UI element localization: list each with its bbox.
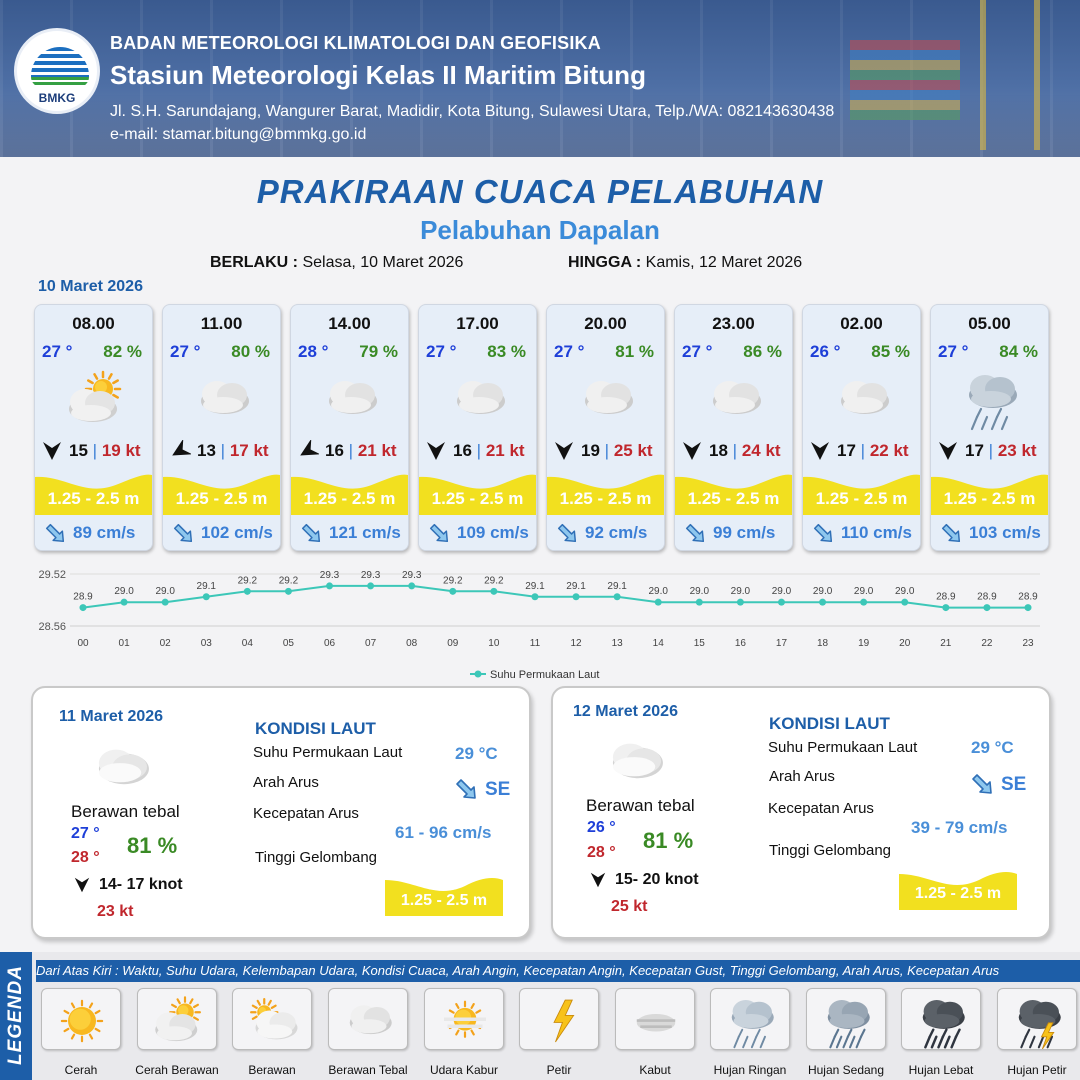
forecast-time: 20.00 xyxy=(584,314,627,333)
sst-data-point xyxy=(819,599,826,606)
day3-current-dir: SE xyxy=(1001,774,1027,795)
wave-height: 1.25 - 2.5 m xyxy=(47,489,140,508)
current-row xyxy=(291,517,408,551)
current-arrow-icon xyxy=(683,521,707,545)
x-tick-label: 17 xyxy=(775,638,788,649)
legend-item xyxy=(710,988,790,1077)
x-tick-label: 20 xyxy=(899,638,911,649)
current-arrow-icon xyxy=(427,521,451,545)
sst-data-label: 29.0 xyxy=(812,586,833,598)
wind-speed: 19 xyxy=(581,441,600,460)
day1-date: 10 Maret 2026 xyxy=(38,278,143,295)
wind-speed: 18 xyxy=(709,441,728,460)
forecast-humidity: 84 % xyxy=(999,342,1038,361)
legend xyxy=(0,952,1080,1080)
x-tick-label: 19 xyxy=(858,638,870,649)
current-row xyxy=(803,517,920,551)
sst-data-point xyxy=(367,582,374,589)
berawan-tebal-icon xyxy=(319,367,383,431)
legend-icon-box xyxy=(710,988,790,1050)
x-tick-label: 08 xyxy=(406,638,418,649)
x-tick-label: 03 xyxy=(200,638,212,649)
gust-speed: 22 kt xyxy=(869,441,909,460)
wind-arrow-icon xyxy=(809,440,831,462)
legend-icon-box xyxy=(806,988,886,1050)
sst-data-label: 28.9 xyxy=(977,591,997,603)
sst-data-label: 28.9 xyxy=(73,591,93,603)
forecast-time: 17.00 xyxy=(456,314,499,333)
cerah-berawan-icon xyxy=(148,993,208,1049)
berawan-tebal-icon xyxy=(605,734,667,784)
forecast-humidity: 86 % xyxy=(743,342,782,361)
forecast-card xyxy=(930,304,1049,551)
sst-data-point xyxy=(696,599,703,606)
x-tick-label: 12 xyxy=(570,638,582,649)
x-tick-label: 01 xyxy=(118,638,130,649)
current-speed: 102 cm/s xyxy=(201,523,273,542)
station-email: e-mail: stamar.bitung@bmmkg.go.id xyxy=(110,126,367,143)
legend-item-label: Cerah Berawan xyxy=(135,1063,219,1077)
x-tick-label: 07 xyxy=(365,638,377,649)
day3-current-speed-label: Kecepatan Arus xyxy=(768,800,874,817)
day2-gust: 23 kt xyxy=(97,903,134,920)
current-arrow-icon xyxy=(969,771,995,797)
current-speed: 92 cm/s xyxy=(585,523,648,542)
wind-speed: 17 xyxy=(837,441,856,460)
forecast-wind: 16 | 21 kt xyxy=(297,441,407,463)
berawan-tebal-icon xyxy=(575,367,639,431)
legend-icon-box xyxy=(997,988,1077,1050)
sst-series-line xyxy=(83,586,1028,608)
gust-speed: 17 kt xyxy=(229,441,269,460)
wave-height: 1.25 - 2.5 m xyxy=(687,489,780,508)
day3-gust: 25 kt xyxy=(611,898,648,915)
current-arrow-icon xyxy=(43,521,67,545)
legend-item xyxy=(232,988,312,1077)
day2-panel xyxy=(31,686,531,939)
legend-item xyxy=(615,988,695,1077)
legend-icon-box xyxy=(901,988,981,1050)
forecast-card xyxy=(546,304,665,551)
forecast-time: 05.00 xyxy=(968,314,1011,333)
legend-marker xyxy=(475,671,482,678)
day2-sst-label: Suhu Permukaan Laut xyxy=(253,744,403,761)
current-arrow-icon xyxy=(811,521,835,545)
legend-item xyxy=(41,988,121,1077)
forecast-humidity: 79 % xyxy=(359,342,398,361)
valid-from-label: BERLAKU : xyxy=(210,254,298,271)
forecast-card xyxy=(802,304,921,551)
forecast-time: 14.00 xyxy=(328,314,371,333)
port-crane-decoration xyxy=(980,0,1040,150)
sst-data-point xyxy=(778,599,785,606)
legend-item xyxy=(997,988,1077,1077)
forecast-temperature: 27 ° xyxy=(42,342,73,361)
wind-arrow-icon xyxy=(937,440,959,462)
chart-legend-label: Suhu Permukaan Laut xyxy=(490,669,600,681)
legend-icon-box xyxy=(328,988,408,1050)
x-tick-label: 22 xyxy=(981,638,993,649)
sst-chart-svg xyxy=(0,560,1080,685)
page-title: PRAKIRAAN CUACA PELABUHAN xyxy=(256,173,824,210)
agency-name: BADAN METEOROLOGI KLIMATOLOGI DAN GEOFISIKA xyxy=(110,33,601,53)
day2-temp-min: 27 ° xyxy=(71,825,100,842)
day3-humidity: 81 % xyxy=(643,828,694,853)
forecast-humidity: 82 % xyxy=(103,342,142,361)
day3-date: 12 Maret 2026 xyxy=(573,703,678,720)
legend-vertical-label xyxy=(0,952,32,1080)
valid-to xyxy=(568,254,802,272)
day3-kondisi-heading: KONDISI LAUT xyxy=(769,714,890,733)
legend-item-label: Cerah xyxy=(64,1063,98,1077)
udara-kabur-icon xyxy=(435,993,495,1049)
wave-height: 1.25 - 2.5 m xyxy=(175,489,268,508)
day2-humidity: 81 % xyxy=(127,833,178,858)
sst-data-label: 29.0 xyxy=(155,586,175,598)
kabut-icon xyxy=(626,993,686,1049)
wind-arrow-icon xyxy=(73,876,91,894)
day3-wave: 1.25 - 2.5 m xyxy=(914,885,1002,902)
valid-to-label: HINGGA : xyxy=(568,254,642,271)
forecast-temperature: 27 ° xyxy=(682,342,713,361)
legend-item-label: Hujan Petir xyxy=(1007,1063,1067,1077)
legend-item-label: Kabut xyxy=(639,1063,671,1077)
cerah-berawan-icon xyxy=(63,367,127,431)
sst-data-label: 28.9 xyxy=(936,591,956,603)
berawan-tebal-icon xyxy=(191,367,255,431)
current-arrow-icon xyxy=(453,776,479,802)
valid-from xyxy=(210,254,463,272)
sst-data-label: 28.9 xyxy=(1018,591,1038,603)
current-speed: 89 cm/s xyxy=(73,523,136,542)
legend-item xyxy=(901,988,981,1077)
sst-data-label: 29.0 xyxy=(648,586,668,598)
station-name: Stasiun Meteorologi Kelas II Maritim Bitung xyxy=(110,60,646,90)
forecast-humidity: 81 % xyxy=(615,342,654,361)
current-row xyxy=(931,517,1048,551)
station-address: Jl. S.H. Sarundajang, Wangurer Barat, Madidir, Kota Bitung, Sulawesi Utara, Telp./WA: 082143630438 xyxy=(110,103,835,120)
cerah-icon xyxy=(52,993,112,1049)
header-banner xyxy=(0,0,1080,157)
sst-data-point xyxy=(121,599,128,606)
sst-data-point xyxy=(490,588,497,595)
wind-arrow-icon xyxy=(553,440,575,462)
legend-item-label: Hujan Sedang xyxy=(807,1063,885,1077)
day2-condition: Berawan tebal xyxy=(71,802,180,821)
berawan-tebal-icon xyxy=(91,740,153,790)
wave-height: 1.25 - 2.5 m xyxy=(559,489,652,508)
petir-icon xyxy=(530,993,590,1049)
forecast-card xyxy=(290,304,409,551)
wind-arrow-icon xyxy=(41,440,63,462)
forecast-card xyxy=(34,304,153,551)
x-tick-label: 18 xyxy=(817,638,829,649)
berawan-tebal-icon xyxy=(447,367,511,431)
berawan-tebal-icon xyxy=(831,367,895,431)
sst-data-label: 29.0 xyxy=(689,586,710,598)
hujan-ringan-icon xyxy=(959,367,1023,431)
sst-data-point xyxy=(942,604,949,611)
sst-data-label: 29.3 xyxy=(319,569,340,581)
sst-data-label: 29.3 xyxy=(401,569,422,581)
day2-current-dir-label: Arah Arus xyxy=(253,774,319,791)
sst-data-point xyxy=(1025,604,1032,611)
day2-wind: 14- 17 knot xyxy=(99,876,183,893)
legend-icon-box xyxy=(424,988,504,1050)
sst-data-point xyxy=(408,582,415,589)
legend-item-label: Hujan Lebat xyxy=(908,1063,974,1077)
wave-height: 1.25 - 2.5 m xyxy=(943,489,1036,508)
gust-speed: 19 kt xyxy=(101,441,141,460)
sst-data-point xyxy=(285,588,292,595)
forecast-time: 08.00 xyxy=(72,314,115,333)
port-name: Pelabuhan Dapalan xyxy=(420,215,660,245)
sst-data-label: 29.0 xyxy=(771,586,792,598)
legend-item-label: Petir xyxy=(546,1063,572,1077)
x-tick-label: 10 xyxy=(488,638,500,649)
wind-arrow-icon xyxy=(169,440,191,462)
forecast-time: 23.00 xyxy=(712,314,755,333)
x-tick-label: 13 xyxy=(611,638,623,649)
legend-item xyxy=(328,988,408,1077)
hujan-sedang-icon xyxy=(817,993,877,1049)
sst-data-label: 29.1 xyxy=(196,580,216,592)
legend-item-label: Udara Kabur xyxy=(429,1063,499,1077)
forecast-humidity: 85 % xyxy=(871,342,910,361)
sst-data-point xyxy=(573,593,580,600)
sst-data-point xyxy=(614,593,621,600)
legend-title: LEGENDA xyxy=(5,965,26,1065)
sst-data-label: 29.1 xyxy=(607,580,627,592)
legend-item-label: Berawan Tebal xyxy=(328,1063,408,1077)
sst-data-label: 29.0 xyxy=(730,586,751,598)
day3-current-speed: 39 - 79 cm/s xyxy=(911,818,1008,837)
x-tick-label: 11 xyxy=(529,638,541,649)
day3-temp-max: 28 ° xyxy=(587,844,616,861)
current-arrow-icon xyxy=(939,521,963,545)
legend-description: Dari Atas Kiri : Waktu, Suhu Udara, Kelembapan Udara, Kondisi Cuaca, Arah Angin, Kecepatan Angin, Kecepatan Gust, Tinggi Gelombang, Arah Arus, Kecepatan Arus xyxy=(36,960,1080,982)
current-speed: 99 cm/s xyxy=(713,523,776,542)
wind-arrow-icon xyxy=(681,440,703,462)
forecast-temperature: 27 ° xyxy=(426,342,457,361)
wind-speed: 16 xyxy=(453,441,472,460)
x-tick-label: 00 xyxy=(77,638,89,649)
current-speed: 121 cm/s xyxy=(329,523,401,542)
day3-sst: 29 °C xyxy=(971,738,1014,757)
berawan-icon xyxy=(243,993,303,1049)
sst-data-label: 29.2 xyxy=(484,575,504,587)
sst-data-point xyxy=(244,588,251,595)
gust-speed: 23 kt xyxy=(997,441,1037,460)
gust-speed: 25 kt xyxy=(613,441,653,460)
legend-icon-box xyxy=(519,988,599,1050)
legend-item-label: Hujan Ringan xyxy=(713,1063,787,1077)
bmkg-logo xyxy=(14,28,100,114)
sst-data-point xyxy=(203,593,210,600)
legend-icon-box xyxy=(615,988,695,1050)
legend-item xyxy=(424,988,504,1077)
hujan-lebat-icon xyxy=(912,993,972,1049)
sst-data-label: 29.2 xyxy=(278,575,299,587)
forecast-wind: 13 | 17 kt xyxy=(169,441,279,463)
current-arrow-icon xyxy=(555,521,579,545)
sst-data-label: 29.3 xyxy=(360,569,381,581)
y-tick-label: 28.56 xyxy=(38,621,66,633)
legend-item-label: Berawan xyxy=(248,1063,296,1077)
legend-item xyxy=(806,988,886,1077)
berawan-tebal-icon xyxy=(339,993,399,1049)
current-row xyxy=(547,517,664,551)
day2-wave: 1.25 - 2.5 m xyxy=(400,892,488,909)
day3-wind: 15- 20 knot xyxy=(615,871,699,888)
current-row xyxy=(163,517,280,551)
wind-speed: 17 xyxy=(965,441,984,460)
x-tick-label: 15 xyxy=(693,638,705,649)
current-row xyxy=(675,517,792,551)
forecast-wind: 17 | 23 kt xyxy=(937,441,1047,463)
sst-data-point xyxy=(326,582,333,589)
sst-data-point xyxy=(901,599,908,606)
day3-condition: Berawan tebal xyxy=(586,796,695,815)
day2-wave-label: Tinggi Gelombang xyxy=(255,849,378,866)
legend-icon-box xyxy=(232,988,312,1050)
forecast-temperature: 26 ° xyxy=(810,342,841,361)
hujan-ringan-icon xyxy=(721,993,781,1049)
sst-data-point xyxy=(80,604,87,611)
sst-data-label: 29.2 xyxy=(237,575,258,587)
x-tick-label: 02 xyxy=(159,638,171,649)
sst-data-point xyxy=(983,604,990,611)
current-speed: 109 cm/s xyxy=(457,523,529,542)
wind-speed: 13 xyxy=(197,441,216,460)
legend-item xyxy=(519,988,599,1077)
sst-data-point xyxy=(531,593,538,600)
wave-height: 1.25 - 2.5 m xyxy=(303,489,396,508)
valid-to-value: Kamis, 12 Maret 2026 xyxy=(645,254,803,271)
current-speed: 110 cm/s xyxy=(841,523,912,542)
day3-sst-label: Suhu Permukaan Laut xyxy=(768,739,918,756)
forecast-time: 02.00 xyxy=(840,314,883,333)
forecast-humidity: 83 % xyxy=(487,342,526,361)
sst-data-label: 29.0 xyxy=(853,586,874,598)
day2-date: 11 Maret 2026 xyxy=(59,708,164,725)
day2-sst: 29 °C xyxy=(455,744,498,763)
day2-temp-max: 28 ° xyxy=(71,849,100,866)
wave-height: 1.25 - 2.5 m xyxy=(431,489,524,508)
port-containers-decoration xyxy=(850,40,960,120)
x-tick-label: 06 xyxy=(323,638,336,649)
forecast-temperature: 27 ° xyxy=(554,342,585,361)
day3-temp-min: 26 ° xyxy=(587,819,616,836)
current-speed: 103 cm/s xyxy=(969,523,1041,542)
day3-current-dir-label: Arah Arus xyxy=(769,768,835,785)
sst-data-point xyxy=(737,599,744,606)
sst-data-label: 29.0 xyxy=(895,586,915,598)
day3-panel xyxy=(551,686,1051,939)
gust-speed: 21 kt xyxy=(357,441,397,460)
day2-current-dir: SE xyxy=(485,779,511,800)
x-tick-label: 16 xyxy=(734,638,746,649)
x-tick-label: 21 xyxy=(940,638,952,649)
forecast-card xyxy=(674,304,793,551)
forecast-time: 11.00 xyxy=(200,314,243,333)
sst-data-label: 29.2 xyxy=(443,575,463,587)
x-tick-label: 04 xyxy=(241,638,253,649)
wave-height: 1.25 - 2.5 m xyxy=(815,489,908,508)
logo-text: BMKG xyxy=(38,91,76,105)
wind-arrow-icon xyxy=(589,871,607,889)
sst-chart xyxy=(0,560,1080,685)
current-arrow-icon xyxy=(299,521,323,545)
forecast-wind: 16 | 21 kt xyxy=(425,441,535,463)
sst-data-label: 29.0 xyxy=(114,586,134,598)
forecast-temperature: 28 ° xyxy=(298,342,329,361)
y-tick-label: 29.52 xyxy=(38,569,66,581)
current-arrow-icon xyxy=(171,521,195,545)
sst-data-point xyxy=(162,599,169,606)
forecast-humidity: 80 % xyxy=(231,342,270,361)
legend-item xyxy=(137,988,217,1077)
forecast-wind: 17 | 22 kt xyxy=(809,441,919,463)
x-tick-label: 23 xyxy=(1022,638,1034,649)
gust-speed: 24 kt xyxy=(741,441,781,460)
hujan-petir-icon xyxy=(1008,993,1068,1049)
day2-current-speed-label: Kecepatan Arus xyxy=(253,805,359,822)
wind-arrow-icon xyxy=(297,440,319,462)
sst-data-point xyxy=(655,599,662,606)
day2-current-speed: 61 - 96 cm/s xyxy=(395,823,492,842)
forecast-wind: 18 | 24 kt xyxy=(681,441,791,463)
legend-icon-box xyxy=(137,988,217,1050)
berawan-tebal-icon xyxy=(703,367,767,431)
valid-from-value: Selasa, 10 Maret 2026 xyxy=(302,254,464,271)
sst-data-point xyxy=(449,588,456,595)
wind-speed: 16 xyxy=(325,441,344,460)
x-tick-label: 09 xyxy=(447,638,459,649)
x-tick-label: 14 xyxy=(652,638,664,649)
forecast-card xyxy=(418,304,537,551)
x-tick-label: 05 xyxy=(282,638,294,649)
day2-kondisi-heading: KONDISI LAUT xyxy=(255,719,376,738)
sst-data-label: 29.1 xyxy=(566,580,586,592)
gust-speed: 21 kt xyxy=(485,441,525,460)
current-row xyxy=(419,517,536,551)
sst-data-point xyxy=(860,599,867,606)
forecast-card xyxy=(162,304,281,551)
current-row xyxy=(35,517,152,551)
sst-data-label: 29.1 xyxy=(525,580,545,592)
forecast-temperature: 27 ° xyxy=(170,342,201,361)
forecast-wind: 15 | 19 kt xyxy=(41,441,151,463)
forecast-temperature: 27 ° xyxy=(938,342,969,361)
legend-icon-box xyxy=(41,988,121,1050)
forecast-wind: 19 | 25 kt xyxy=(553,441,663,463)
wind-arrow-icon xyxy=(425,440,447,462)
day3-wave-label: Tinggi Gelombang xyxy=(769,842,892,859)
wind-speed: 15 xyxy=(69,441,88,460)
